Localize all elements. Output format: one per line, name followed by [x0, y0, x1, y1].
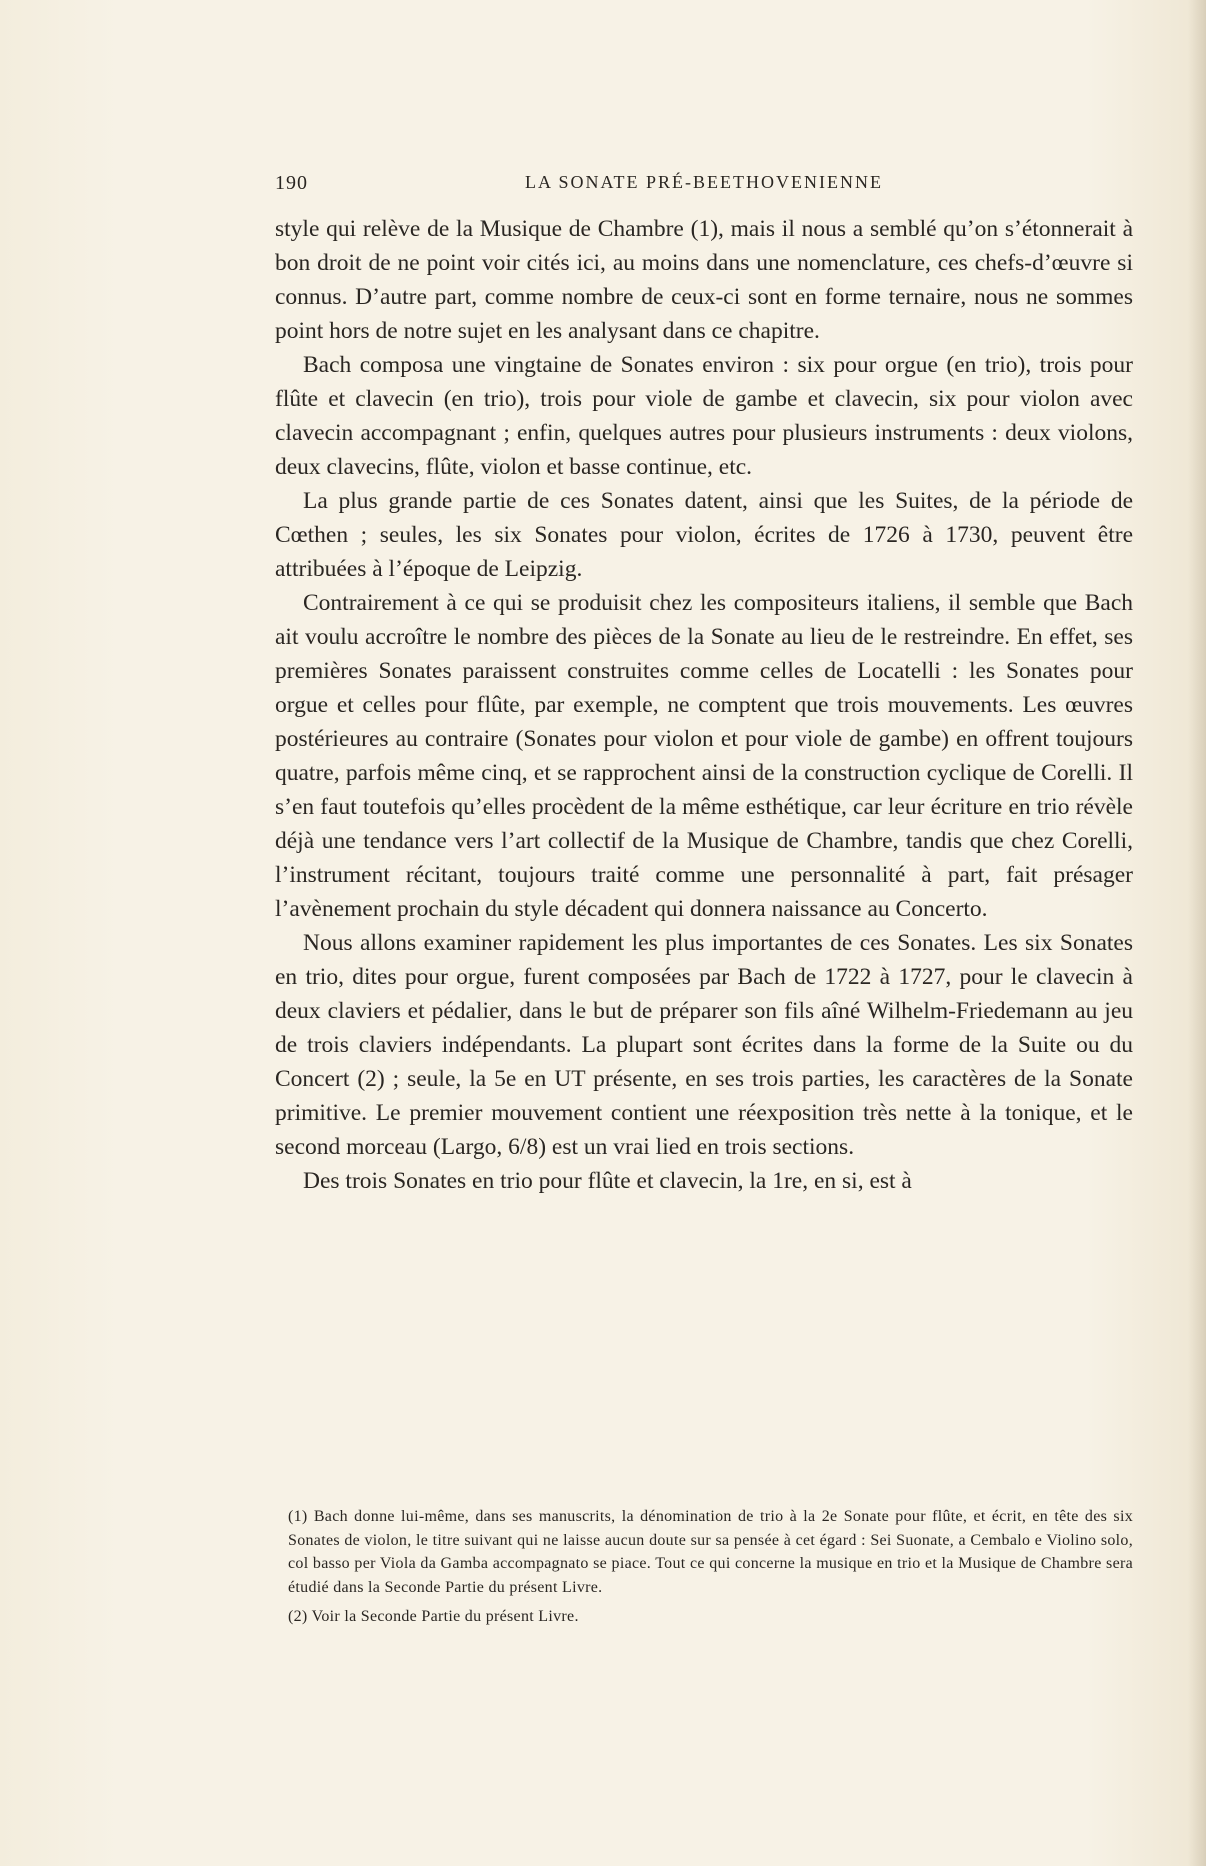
paragraph-6: Des trois Sonates en trio pour flûte et clavecin, la 1re, en si, est à — [303, 1168, 912, 1194]
paragraph-5: Nous allons examiner rapidement les plus importantes de ces Sonates. Les six Sonates en trio, dites pour orgue, furent composées par Bach de 1722 à 1727, pour le clavecin à deux claviers et pédalier, dans le but de préparer son fils aîné Wilhelm-Friedemann au jeu de trois claviers indépendants. La plupart sont écrites dans la forme de la Suite ou du Concert (2) ; seule, la 5e en UT présente, en ses trois parties, les caractères de la Sonate primitive. Le premier mouvement contient une réexposition très nette à la tonique, et le second morceau (Largo, 6/8) est un vrai lied en trois sections. — [275, 930, 1133, 1160]
body-text — [275, 212, 1133, 1198]
paragraph-3: La plus grande partie de ces Sonates datent, ainsi que les Suites, de la période de Cœthen ; seules, les six Sonates pour violon, écrites de 1726 à 1730, peuvent être attribuées à l’époque de Leipzig. — [275, 488, 1133, 582]
paragraph-1: style qui relève de la Musique de Chambre (1), mais il nous a semblé qu’on s’étonnerait à bon droit de ne point voir cités ici, au moins dans une nomenclature, ces chefs-d’œuvre si connus. D’autre part, comme nombre de ceux-ci sont en forme ternaire, nous ne sommes point hors de notre sujet en les analysant dans ce chapitre. — [275, 216, 1133, 344]
page-header — [275, 172, 1133, 202]
page-binding-shadow — [1188, 0, 1206, 1866]
paragraph-4: Contrairement à ce qui se produisit chez les compositeurs italiens, il semble que Bach ait voulu accroître le nombre des pièces de la Sonate au lieu de le restreindre. En effet, ses premières Sonates paraissent construites comme celles de Locatelli : les Sonates pour orgue et celles pour flûte, par exemple, ne comptent que trois mouvements. Les œuvres postérieures au contraire (Sonates pour violon et pour viole de gambe) en offrent toujours quatre, parfois même cinq, et se rapprochent ainsi de la construction cyclique de Corelli. Il s’en faut toutefois qu’elles procèdent de la même esthétique, car leur écriture en trio révèle déjà une tendance vers l’art collectif de la Musique de Chambre, tandis que chez Corelli, l’instrument récitant, toujours traité comme une personnalité à part, fait présager l’avènement prochain du style décadent qui donnera naissance au Concerto. — [275, 590, 1133, 922]
page-number: 190 — [275, 172, 308, 194]
footnote-1: (1) Bach donne lui-même, dans ses manuscrits, la dénomination de trio à la 2e Sonate pour flûte, et écrit, en tête des six Sonates de violon, le titre suivant qui ne laisse aucun doute sur sa pensée à cet égard : Sei Suonate, a Cembalo e Violino solo, col basso per Viola da Gamba accompagnato se piace. Tout ce qui concerne la musique en trio et la Musique de Chambre sera étudié dans la Seconde Partie du présent Livre. — [288, 1508, 1133, 1596]
paragraph-2: Bach composa une vingtaine de Sonates environ : six pour orgue (en trio), trois pour flûte et clavecin (en trio), trois pour viole de gambe et clavecin, six pour violon avec clavecin accompagnant ; enfin, quelques autres pour plusieurs instruments : deux violons, deux clavecins, flûte, violon et basse continue, etc. — [275, 352, 1133, 480]
running-title: LA SONATE PRÉ-BEETHOVENIENNE — [525, 172, 883, 192]
footnote-2: (2) Voir la Seconde Partie du présent Livre. — [288, 1608, 579, 1625]
footnotes — [288, 1505, 1133, 1635]
